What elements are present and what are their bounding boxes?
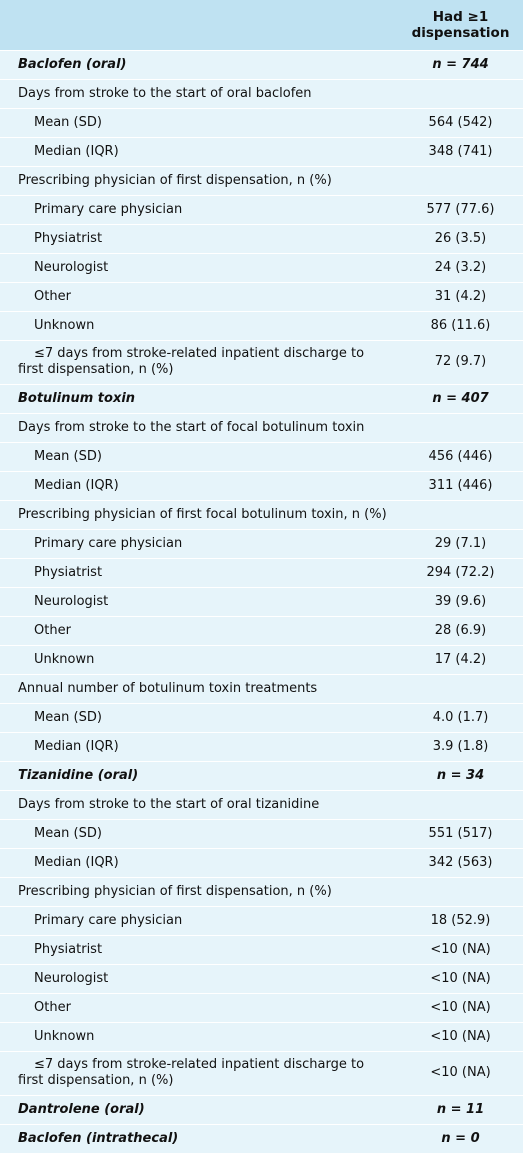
row-label-text: Physiatrist xyxy=(34,230,103,246)
row-label xyxy=(0,500,398,529)
row-value: 577 (77.6) xyxy=(398,195,523,224)
table-row xyxy=(0,848,523,877)
row-value: 311 (446) xyxy=(398,471,523,500)
table-row xyxy=(0,282,523,311)
row-label xyxy=(0,645,398,674)
row-label xyxy=(0,935,398,964)
row-label-text: Median (IQR) xyxy=(34,143,119,159)
row-value xyxy=(398,877,523,906)
row-label-text: Median (IQR) xyxy=(34,738,119,754)
table-row xyxy=(0,935,523,964)
row-value xyxy=(398,166,523,195)
row-label-text: Prescribing physician of first focal botulinum toxin, n (%) xyxy=(18,506,387,522)
row-value: 29 (7.1) xyxy=(398,529,523,558)
table-row xyxy=(0,137,523,166)
row-label-text: Median (IQR) xyxy=(34,854,119,870)
row-label-text: Mean (SD) xyxy=(34,825,102,841)
row-label-text: Botulinum toxin xyxy=(18,390,136,406)
table-row xyxy=(0,50,523,79)
table-row xyxy=(0,616,523,645)
row-value: 4.0 (1.7) xyxy=(398,703,523,732)
row-value: 294 (72.2) xyxy=(398,558,523,587)
table-row xyxy=(0,442,523,471)
table-row xyxy=(0,413,523,442)
row-label-text: Physiatrist xyxy=(34,941,103,957)
row-value: 39 (9.6) xyxy=(398,587,523,616)
row-label xyxy=(0,195,398,224)
row-value: <10 (NA) xyxy=(398,964,523,993)
row-label-text: Unknown xyxy=(34,317,95,333)
row-value xyxy=(398,790,523,819)
row-value: 31 (4.2) xyxy=(398,282,523,311)
row-value: 17 (4.2) xyxy=(398,645,523,674)
row-label xyxy=(0,413,398,442)
row-label-text: Days from stroke to the start of focal botulinum toxin xyxy=(18,419,365,435)
row-label xyxy=(0,964,398,993)
table-row xyxy=(0,529,523,558)
row-value: 551 (517) xyxy=(398,819,523,848)
table-row xyxy=(0,500,523,529)
row-label xyxy=(0,384,398,413)
header-label-cell xyxy=(0,0,398,50)
row-label xyxy=(0,529,398,558)
row-label-text: Days from stroke to the start of oral tizanidine xyxy=(18,796,320,812)
row-label xyxy=(0,166,398,195)
table-row xyxy=(0,587,523,616)
table-row xyxy=(0,79,523,108)
row-label xyxy=(0,50,398,79)
row-value: 348 (741) xyxy=(398,137,523,166)
table-row xyxy=(0,311,523,340)
table-row xyxy=(0,790,523,819)
row-label-text: Baclofen (oral) xyxy=(18,56,127,72)
table-row xyxy=(0,340,523,384)
row-label xyxy=(0,340,398,384)
row-label xyxy=(0,108,398,137)
row-value: 3.9 (1.8) xyxy=(398,732,523,761)
table-body xyxy=(0,50,523,1153)
row-label-text: Primary care physician xyxy=(34,912,183,928)
row-label-text: Other xyxy=(34,622,71,638)
row-label-text: Other xyxy=(34,288,71,304)
table-row xyxy=(0,964,523,993)
table-row xyxy=(0,195,523,224)
table-row xyxy=(0,224,523,253)
row-value: 28 (6.9) xyxy=(398,616,523,645)
row-value: n = 34 xyxy=(398,761,523,790)
row-label xyxy=(0,1095,398,1124)
row-label-text: Prescribing physician of first dispensation, n (%) xyxy=(18,172,332,188)
row-label xyxy=(0,1022,398,1051)
row-label-text: Mean (SD) xyxy=(34,114,102,130)
row-label xyxy=(0,906,398,935)
table-row xyxy=(0,761,523,790)
row-label-text: Neurologist xyxy=(34,970,109,986)
row-label xyxy=(0,79,398,108)
row-label xyxy=(0,587,398,616)
row-value: 342 (563) xyxy=(398,848,523,877)
row-value: 24 (3.2) xyxy=(398,253,523,282)
table-row xyxy=(0,645,523,674)
row-label-text: Mean (SD) xyxy=(34,448,102,464)
row-value: n = 11 xyxy=(398,1095,523,1124)
row-value: <10 (NA) xyxy=(398,1051,523,1095)
row-label-text: Dantrolene (oral) xyxy=(18,1101,145,1117)
table-row xyxy=(0,384,523,413)
row-label xyxy=(0,993,398,1022)
row-label xyxy=(0,224,398,253)
table-row xyxy=(0,1051,523,1095)
row-value xyxy=(398,413,523,442)
row-label-text: Neurologist xyxy=(34,593,109,609)
row-label-text: Days from stroke to the start of oral baclofen xyxy=(18,85,312,101)
table-row xyxy=(0,993,523,1022)
row-label-text: Unknown xyxy=(34,651,95,667)
row-value xyxy=(398,500,523,529)
table-row xyxy=(0,819,523,848)
row-label-text: Primary care physician xyxy=(34,535,183,551)
row-label-text: Tizanidine (oral) xyxy=(18,767,139,783)
row-label xyxy=(0,877,398,906)
row-label xyxy=(0,674,398,703)
row-label xyxy=(0,558,398,587)
row-value xyxy=(398,79,523,108)
table-row xyxy=(0,1095,523,1124)
row-label xyxy=(0,848,398,877)
row-label xyxy=(0,732,398,761)
row-value: 72 (9.7) xyxy=(398,340,523,384)
table-row xyxy=(0,253,523,282)
table-row xyxy=(0,166,523,195)
table-row xyxy=(0,877,523,906)
row-value: 26 (3.5) xyxy=(398,224,523,253)
row-label xyxy=(0,1051,398,1095)
table-row xyxy=(0,674,523,703)
table-row xyxy=(0,1022,523,1051)
row-value: <10 (NA) xyxy=(398,993,523,1022)
row-label xyxy=(0,703,398,732)
row-label-text: Prescribing physician of first dispensation, n (%) xyxy=(18,883,332,899)
table-row xyxy=(0,906,523,935)
table-row xyxy=(0,732,523,761)
row-value: n = 744 xyxy=(398,50,523,79)
row-label-text: Mean (SD) xyxy=(34,709,102,725)
row-label xyxy=(0,253,398,282)
row-value: 456 (446) xyxy=(398,442,523,471)
row-label xyxy=(0,282,398,311)
row-label-text: ≤7 days from stroke-related inpatient discharge to first dispensation, n (%) xyxy=(18,346,365,377)
row-value: <10 (NA) xyxy=(398,1022,523,1051)
row-label-text: Annual number of botulinum toxin treatments xyxy=(18,680,318,696)
row-value xyxy=(398,674,523,703)
row-label xyxy=(0,311,398,340)
row-value: n = 0 xyxy=(398,1124,523,1153)
row-value: 86 (11.6) xyxy=(398,311,523,340)
header-row xyxy=(0,0,523,50)
table-row xyxy=(0,558,523,587)
row-value: 18 (52.9) xyxy=(398,906,523,935)
row-label xyxy=(0,471,398,500)
row-label-text: Median (IQR) xyxy=(34,477,119,493)
row-value: n = 407 xyxy=(398,384,523,413)
table-row xyxy=(0,1124,523,1153)
row-label xyxy=(0,1124,398,1153)
row-value: <10 (NA) xyxy=(398,935,523,964)
row-label xyxy=(0,761,398,790)
row-value: 564 (542) xyxy=(398,108,523,137)
row-label-text: Unknown xyxy=(34,1028,95,1044)
row-label xyxy=(0,616,398,645)
header-dispensation: Had ≥1 dispensation xyxy=(398,0,523,50)
row-label xyxy=(0,819,398,848)
row-label xyxy=(0,790,398,819)
table-row xyxy=(0,703,523,732)
row-label-text: Neurologist xyxy=(34,259,109,275)
row-label-text: ≤7 days from stroke-related inpatient discharge to first dispensation, n (%) xyxy=(18,1057,365,1088)
table-row xyxy=(0,471,523,500)
table-row xyxy=(0,108,523,137)
row-label-text: Baclofen (intrathecal) xyxy=(18,1130,179,1146)
row-label-text: Other xyxy=(34,999,71,1015)
row-label-text: Primary care physician xyxy=(34,201,183,217)
row-label xyxy=(0,442,398,471)
row-label-text: Physiatrist xyxy=(34,564,103,580)
row-label xyxy=(0,137,398,166)
